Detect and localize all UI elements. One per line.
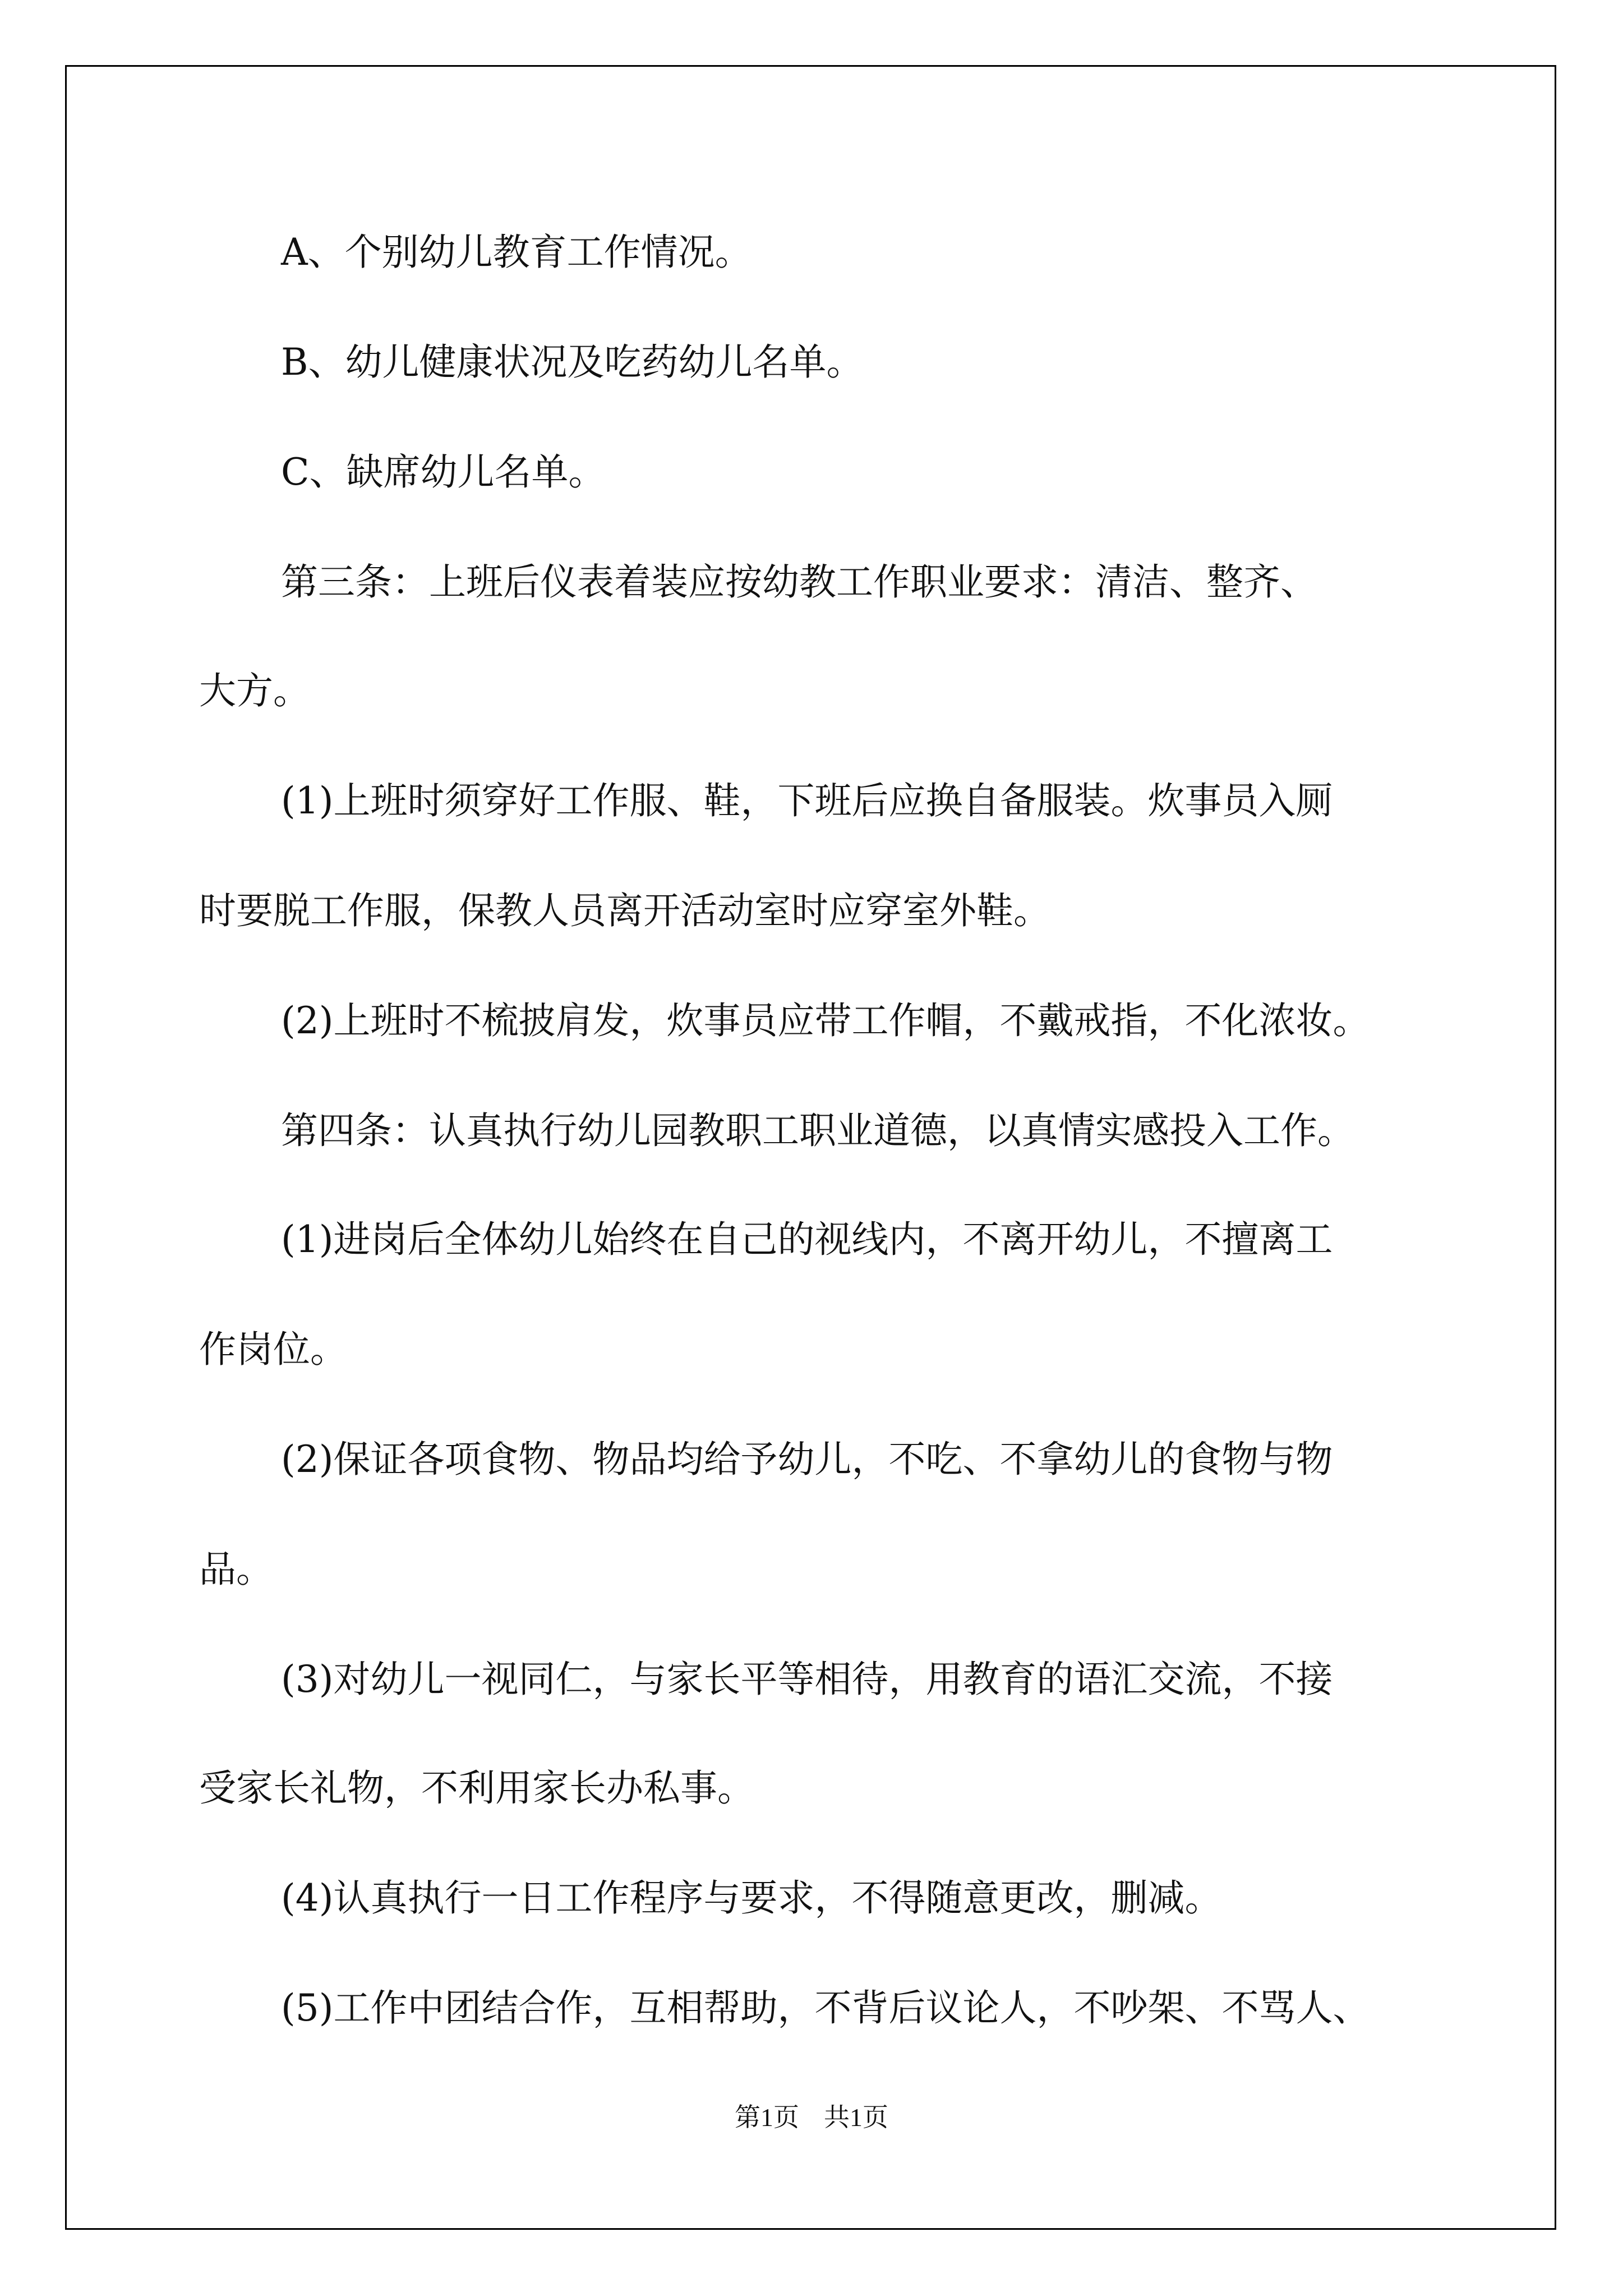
article-four-item-1: (1)进岗后全体幼儿始终在自己的视线内，不离开幼儿，不擅离工 [281, 1218, 1333, 1261]
article-four-item-3: (3)对幼儿一视同仁，与家长平等相待，用教育的语汇交流，不接 [281, 1658, 1333, 1701]
article-four-item-2: (2)保证各项食物、物品均给予幼儿，不吃、不拿幼儿的食物与物 [281, 1438, 1333, 1481]
text-line-a: A、个别幼儿教育工作情况。 [281, 231, 752, 274]
article-four-item-2-cont: 品。 [199, 1548, 273, 1591]
page-number: 第1页 [735, 2103, 799, 2132]
article-three-item-2: (2)上班时不梳披肩发，炊事员应带工作帽，不戴戒指，不化浓妆。 [281, 999, 1370, 1042]
article-three-cont: 大方。 [199, 669, 310, 712]
page-footer [0, 2101, 1623, 2134]
article-three-item-1: (1)上班时须穿好工作服、鞋，下班后应换自备服装。炊事员入厕 [281, 779, 1333, 822]
article-four-item-1-cont: 作岗位。 [199, 1328, 347, 1371]
page-total: 共1页 [824, 2103, 888, 2132]
text-line-c: C、缺席幼儿名单。 [281, 450, 606, 494]
article-four: 第四条：认真执行幼儿园教职工职业道德，以真情实感投入工作。 [281, 1109, 1354, 1152]
article-four-item-4: (4)认真执行一日工作程序与要求，不得随意更改，删减。 [281, 1876, 1222, 1920]
article-three: 第三条：上班后仪表着装应按幼教工作职业要求：清洁、整齐、 [281, 560, 1317, 604]
text-line-b: B、幼儿健康状况及吃药幼儿名单。 [281, 341, 864, 384]
article-four-item-5: (5)工作中团结合作，互相帮助，不背后议论人，不吵架、不骂人、 [281, 1986, 1370, 2030]
article-three-item-1-cont: 时要脱工作服，保教人员离开活动室时应穿室外鞋。 [199, 889, 1050, 932]
article-four-item-3-cont: 受家长礼物，不利用家长办私事。 [199, 1766, 754, 1810]
